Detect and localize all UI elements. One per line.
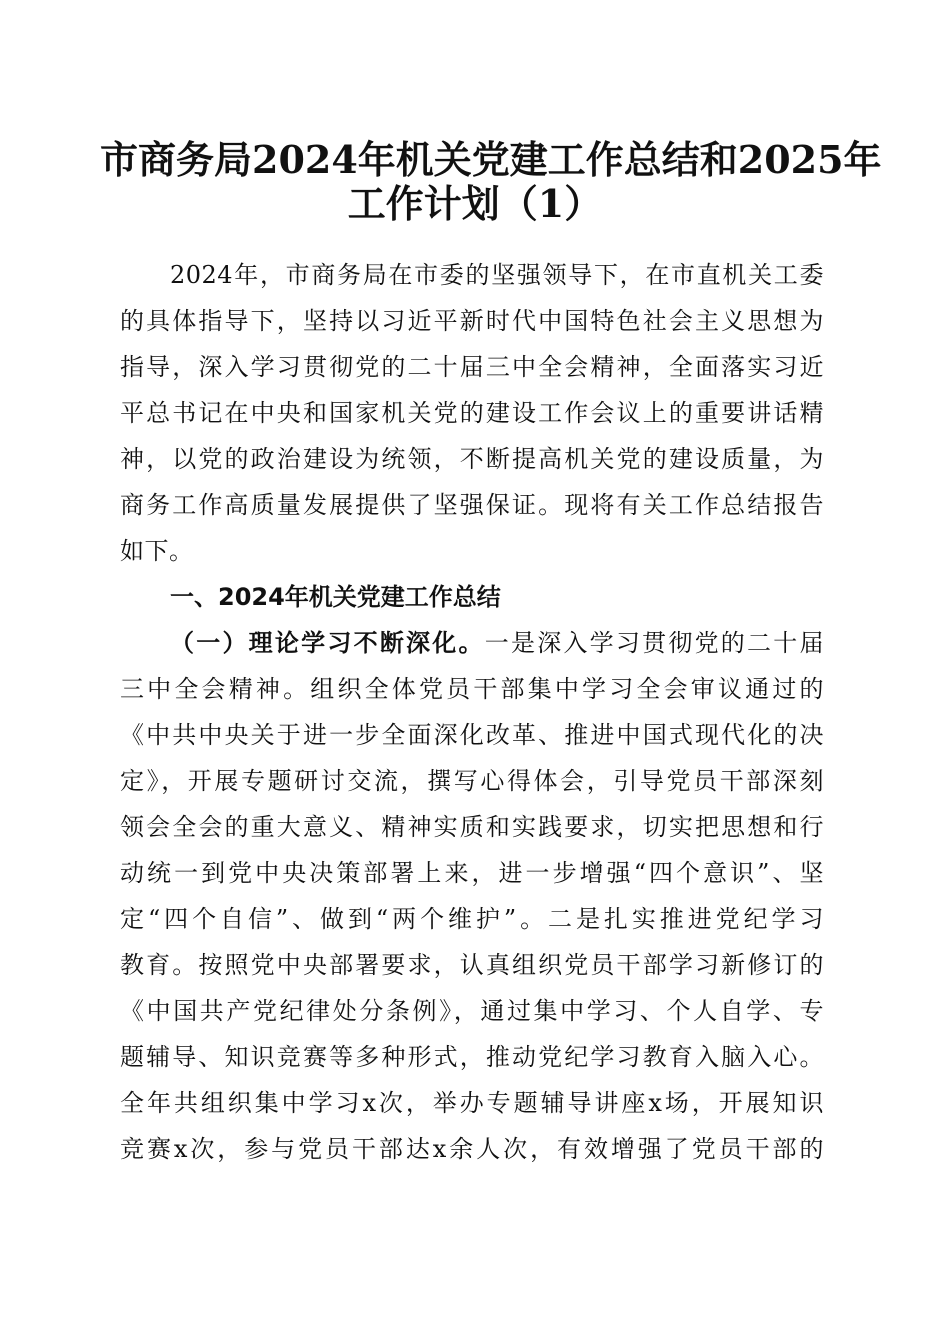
document-title — [100, 137, 882, 226]
title-line-2: 工作计划（1） — [347, 181, 603, 226]
body-line: 《中共中央关于进一步全面深化改革、推进中国式现代化的决 — [120, 721, 824, 749]
intro-line: 商务工作高质量发展提供了坚强保证。现将有关工作总结报告 — [120, 491, 824, 519]
intro-line: 神，以党的政治建设为统领，不断提高机关党的建设质量，为 — [120, 445, 824, 473]
subsection-first-line — [120, 620, 824, 666]
intro-line: 如下。 — [120, 537, 194, 565]
body-line: 《中国共产党纪律处分条例》，通过集中学习、个人自学、专 — [120, 997, 824, 1025]
subsection-text: 一是深入学习贯彻党的二十届 — [484, 629, 824, 657]
body-line: 竞赛x次，参与党员干部达x余人次，有效增强了党员干部的 — [120, 1135, 824, 1163]
body-line: 领会全会的重大意义、精神实质和实践要求，切实把思想和行 — [120, 813, 824, 841]
body-line: 定“四个自信”、做到“两个维护”。二是扎实推进党纪学习 — [120, 905, 824, 933]
body-line: 三中全会精神。组织全体党员干部集中学习全会审议通过的 — [120, 675, 824, 703]
body-line: 全年共组织集中学习x次，举办专题辅导讲座x场，开展知识 — [120, 1089, 824, 1117]
intro-line: 2024年，市商务局在市委的坚强领导下，在市直机关工委 — [170, 261, 824, 289]
section-heading: 一、2024年机关党建工作总结 — [170, 583, 501, 611]
intro-line: 指导，深入学习贯彻党的二十届三中全会精神，全面落实习近 — [120, 353, 824, 381]
body-line: 题辅导、知识竞赛等多种形式，推动党纪学习教育入脑入心。 — [120, 1043, 824, 1071]
body-line: 动统一到党中央决策部署上来，进一步增强“四个意识”、坚 — [120, 859, 824, 887]
subsection-heading: （一）理论学习不断深化。 — [170, 628, 485, 657]
intro-line: 的具体指导下，坚持以习近平新时代中国特色社会主义思想为 — [120, 307, 824, 335]
body-line: 教育。按照党中央部署要求，认真组织党员干部学习新修订的 — [120, 951, 824, 979]
intro-line: 平总书记在中央和国家机关党的建设工作会议上的重要讲话精 — [120, 399, 824, 427]
document-body — [120, 252, 824, 1172]
body-line: 定》，开展专题研讨交流，撰写心得体会，引导党员干部深刻 — [120, 767, 824, 795]
title-line-1: 市商务局2024年机关党建工作总结和2025年 — [100, 137, 882, 182]
